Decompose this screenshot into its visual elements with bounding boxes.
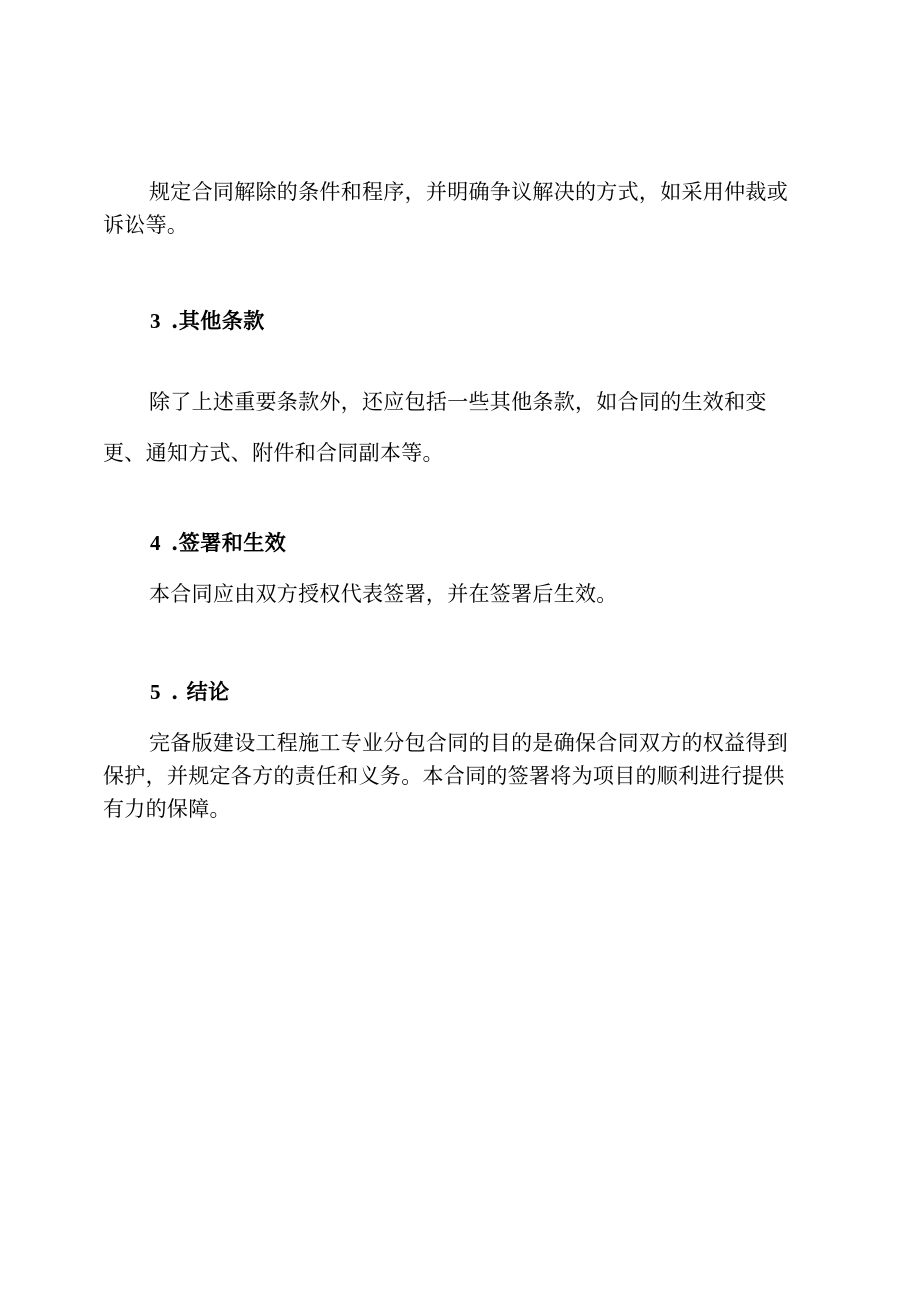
section-number: 5 <box>150 680 161 704</box>
section-heading-other-clauses <box>150 306 265 336</box>
section-heading-conclusion <box>150 677 230 707</box>
paragraph-other-clauses: 除了上述重要条款外，还应包括一些其他条款，如合同的生效和变更、通知方式、附件和合同副本等。 <box>103 390 767 465</box>
section-title: .其他条款 <box>171 308 265 333</box>
section-title: . 结论 <box>171 679 230 704</box>
paragraph-termination: 规定合同解除的条件和程序，并明确争议解决的方式，如采用仲裁或诉讼等。 <box>103 180 788 237</box>
section-number: 4 <box>150 531 161 555</box>
section-title: .签署和生效 <box>171 530 287 555</box>
section-heading-signing <box>150 528 286 558</box>
paragraph-conclusion: 完备版建设工程施工专业分包合同的目的是确保合同双方的权益得到保护，并规定各方的责任和义务。本合同的签署将为项目的顺利进行提供有力的保障。 <box>103 731 788 821</box>
section-number: 3 <box>150 309 161 333</box>
paragraph-signing: 本合同应由双方授权代表签署，并在签署后生效。 <box>149 582 618 606</box>
